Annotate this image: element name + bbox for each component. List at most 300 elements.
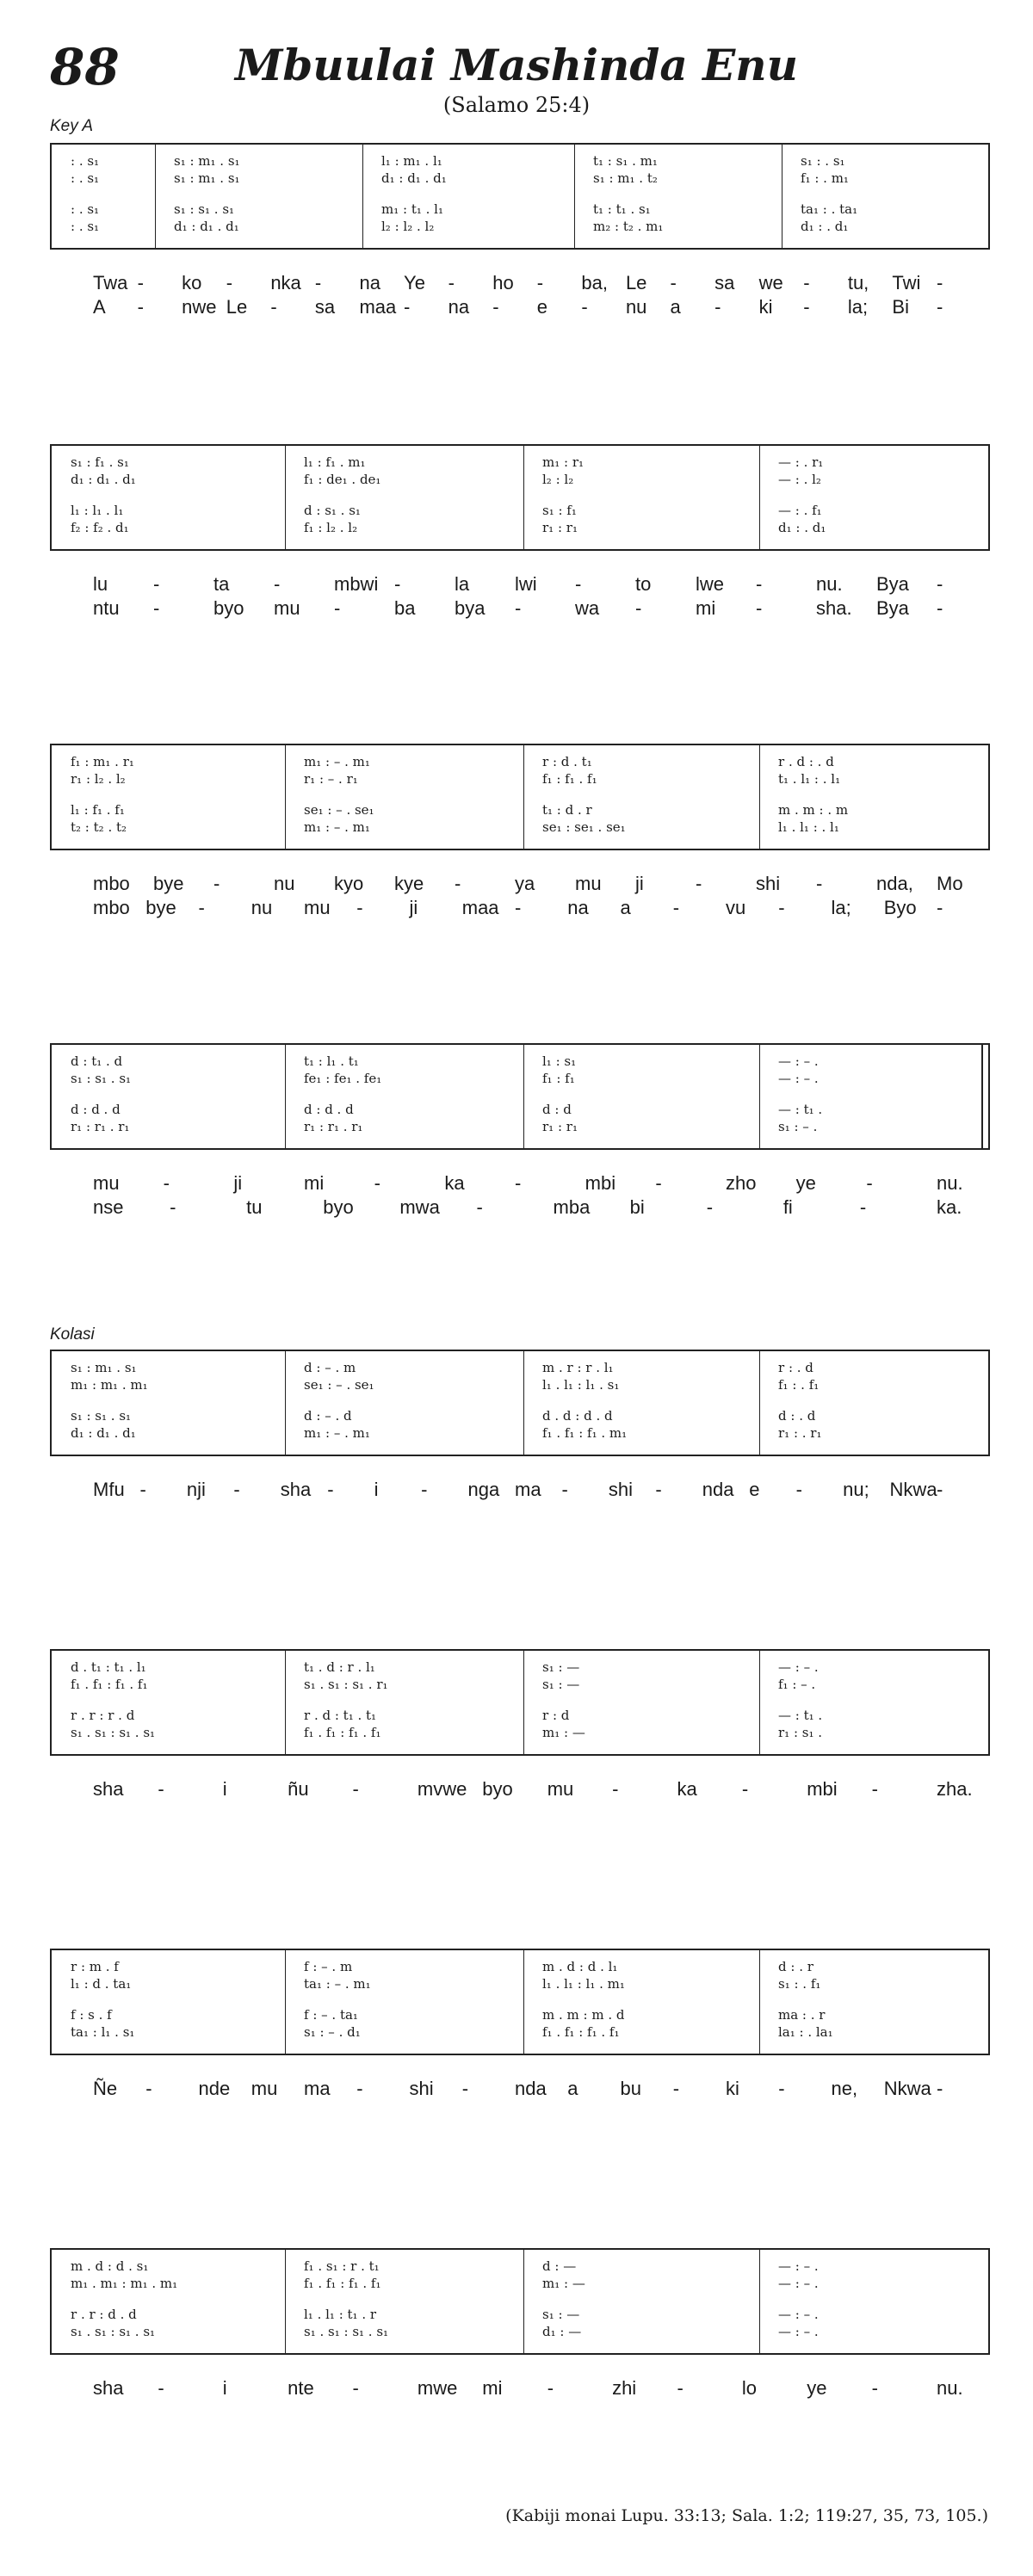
voice-line [52,1119,988,1134]
lyric-syllable: - [635,597,642,619]
lyric-syllable: nda [515,2078,547,2099]
lyric-syllable: Le [625,272,647,293]
lyric-syllable: mwe [417,2377,458,2399]
measure-notes: m₁ : – . m₁ [304,1425,370,1441]
lyric-syllable: ba, [581,272,608,293]
voice-line [52,2324,988,2339]
lyric-line [50,296,990,320]
lyric-syllable: a [567,2078,578,2099]
lyric-syllable: - [198,897,205,918]
measure-notes: r₁ : l₂ . l₂ [71,771,126,787]
measure-notes: f₁ : f₁ . f₁ [542,771,597,787]
lyric-line [50,1196,990,1220]
lyric-syllable: ji [409,897,418,918]
measure-notes: d : d [542,1102,572,1117]
lyric-syllable: na [448,296,470,318]
lyric-syllable: bya [455,597,486,619]
lyric-syllable: nde [198,2078,231,2099]
lyric-syllable: ka [444,1172,465,1194]
lyric-syllable: - [655,1479,662,1500]
lyric-syllable: - [866,1172,873,1194]
staff-system [50,1649,990,1756]
measure-notes: — : – . [778,2276,819,2291]
lyric-syllable: mwa [399,1196,440,1218]
lyric-syllable: maa [461,897,499,918]
lyric-syllable: ka [677,1778,697,1800]
lyric-syllable: nu [251,897,273,918]
lyric-syllable: e [536,296,548,318]
measure-notes: — : – . [778,2324,819,2339]
lyric-syllable: byo [482,1778,513,1800]
lyric-syllable: zha. [937,1778,973,1800]
lyric-syllable: ta [213,573,230,595]
lyric-syllable: ki [758,296,773,318]
lyric-syllable: maa [359,296,397,318]
staff-system [50,143,990,250]
lyric-syllable: lwe [696,573,725,595]
lyric-syllable: nte [288,2377,314,2399]
measure-notes: f₁ : l₂ . l₂ [304,520,358,535]
measure-notes: se₁ : – . se₁ [304,802,374,818]
lyric-syllable: mbo [93,873,130,894]
lyric-syllable: Bya [876,573,909,595]
measure-notes: d₁ : d₁ . d₁ [71,1425,136,1441]
lyric-syllable: ma [515,1479,541,1500]
measure-notes: : . s₁ [71,153,100,169]
staff-system [50,2248,990,2355]
voice-line [52,472,988,487]
lyric-syllable: mbo [93,897,130,918]
lyric-syllable: - [492,296,499,318]
measure-notes: r₁ : r₁ [542,1119,578,1134]
lyric-syllable: - [778,2078,785,2099]
lyric-syllable: mba [553,1196,591,1218]
lyric-syllable: mu [304,897,331,918]
measure-notes: s₁ . s₁ : s₁ . r₁ [304,1677,388,1692]
lyric-syllable: - [145,2078,152,2099]
measure-notes: l₂ : l₂ . l₂ [381,219,435,234]
measure-notes: r₁ : s₁ . [778,1725,823,1740]
lyric-syllable: - [515,597,522,619]
measure-notes: d : . r [778,1959,813,1974]
measure-notes: s₁ : s₁ . s₁ [174,201,235,217]
lyric-syllable: - [937,272,943,293]
measure-notes: m . r : r . l₁ [542,1360,614,1375]
voice-line [52,1053,988,1069]
voice-line [52,454,988,470]
measure-notes: d₁ : — [542,2324,582,2339]
measure-notes: d₁ : . d₁ [801,219,849,234]
voice-line [52,2007,988,2023]
lyric-syllable: - [714,296,721,318]
lyric-syllable: la; [831,897,851,918]
lyric-syllable: - [270,296,277,318]
lyric-syllable: mi [304,1172,325,1194]
measure-notes: r . d : . d [778,754,834,769]
voice-line [52,1725,988,1740]
lyric-syllable: lo [741,2377,757,2399]
lyric-syllable: to [635,573,652,595]
lyric-syllable: - [448,272,455,293]
measure-notes: t₁ . d : r . l₁ [304,1659,375,1675]
lyric-syllable: nu. [937,1172,963,1194]
measure-notes: m₁ : m₁ . m₁ [71,1377,148,1393]
lyric-syllable: - [137,296,144,318]
lyric-syllable: nka [270,272,301,293]
voice-line [52,520,988,535]
lyric-syllable: na [359,272,380,293]
lyric-syllable: - [476,1196,483,1218]
measure-notes: s₁ : — [542,2307,580,2322]
hymn-reference: (Salamo 25:4) [442,93,591,117]
measure-notes: f₁ : . f₁ [778,1377,820,1393]
voice-line [52,1071,988,1086]
lyric-syllable: - [795,1479,802,1500]
lyric-syllable: shi [409,2078,434,2099]
lyric-line [50,272,990,296]
lyric-syllable: kye [394,873,424,894]
lyric-syllable: - [213,873,220,894]
measure-notes: f₁ : – . [778,1677,816,1692]
measure-notes: s₁ : m₁ . s₁ [174,153,240,169]
voice-line [52,754,988,769]
voice-line [52,1708,988,1723]
lyric-syllable: - [515,897,522,918]
measure-notes: s₁ . s₁ : s₁ . s₁ [71,2324,156,2339]
measure-notes: m₁ : – . m₁ [304,819,370,835]
lyric-syllable: ko [182,272,202,293]
lyric-line [50,573,990,597]
measure-notes: r . r : r . d [71,1708,135,1723]
lyric-syllable: - [327,1479,334,1500]
measure-notes: f₁ . f₁ : f₁ . f₁ [304,1725,381,1740]
lyric-syllable: mbi [807,1778,838,1800]
voice-line [52,1677,988,1692]
lyric-syllable: la [455,573,470,595]
measure-notes: r₁ : r₁ . r₁ [304,1119,363,1134]
measure-notes: m . m : . m [778,802,849,818]
lyric-syllable: - [226,272,233,293]
lyric-syllable: - [394,573,401,595]
lyric-line [50,2078,990,2102]
lyric-syllable: - [334,597,341,619]
lyric-syllable: - [404,296,411,318]
lyric-syllable: - [937,897,943,918]
lyric-syllable: - [778,897,785,918]
lyric-syllable: - [233,1479,240,1500]
lyric-syllable: - [871,1778,878,1800]
lyric-syllable: - [937,1479,943,1500]
lyric-syllable: - [859,1196,867,1218]
lyric-syllable: fi [782,1196,793,1218]
lyric-syllable: - [937,296,943,318]
lyric-syllable: - [170,1196,176,1218]
lyric-syllable: - [677,2377,684,2399]
measure-notes: t₂ : t₂ . t₂ [71,819,127,835]
lyric-syllable: mu [575,873,602,894]
measure-notes: f₁ . f₁ : f₁ . m₁ [542,1425,628,1441]
measure-notes: f₁ : . m₁ [801,170,849,186]
lyric-syllable: zho [726,1172,757,1194]
measure-notes: d : . d [778,1408,816,1424]
hymn-number: 88 [50,38,120,96]
measure-notes: f₁ : f₁ [542,1071,575,1086]
measure-notes: s₁ : — [542,1659,580,1675]
lyric-syllable: Bi [892,296,909,318]
lyric-syllable: ne, [831,2078,858,2099]
lyric-syllable: ji [233,1172,243,1194]
lyric-syllable: - [274,573,281,595]
measure-notes: d . t₁ : t₁ . l₁ [71,1659,146,1675]
measure-notes: fe₁ : fe₁ . fe₁ [304,1071,382,1086]
lyric-syllable: ya [515,873,535,894]
measure-notes: — : t₁ . [778,1102,823,1117]
measure-notes: l₁ . l₁ : l₁ . m₁ [542,1976,625,1992]
lyric-syllable: - [612,1778,619,1800]
voice-line [52,2258,988,2274]
voice-line [52,2024,988,2040]
lyric-syllable: - [937,573,943,595]
lyric-syllable: sa [714,272,735,293]
measure-notes: f₁ . f₁ : f₁ . f₁ [542,2024,620,2040]
measure-notes: d₁ : d₁ . d₁ [71,472,136,487]
lyric-syllable: nu. [937,2377,963,2399]
lyric-syllable: - [561,1479,568,1500]
lyric-syllable: i [374,1479,379,1500]
measure-notes: m₁ : t₁ . l₁ [381,201,443,217]
measure-notes: t₁ : l₁ . t₁ [304,1053,359,1069]
lyric-syllable: we [758,272,783,293]
measure-notes: m₁ : r₁ [542,454,585,470]
lyric-syllable: ki [726,2078,739,2099]
lyric-syllable: - [871,2377,878,2399]
measure-notes: r . d : t₁ . t₁ [304,1708,377,1723]
lyric-syllable: sha [280,1479,312,1500]
lyric-syllable: tu, [847,272,869,293]
lyric-syllable: - [547,2377,554,2399]
measure-notes: m₁ : — [542,2276,585,2291]
measure-notes: f₁ . f₁ : f₁ . f₁ [304,2276,381,2291]
measure-notes: l₁ . l₁ : t₁ . r [304,2307,377,2322]
lyric-syllable: sha [93,2377,124,2399]
measure-notes: d : – . d [304,1408,352,1424]
measure-notes: m₁ . m₁ : m₁ . m₁ [71,2276,178,2291]
voice-line [52,1425,988,1441]
lyric-syllable: wa [575,597,600,619]
lyric-line [50,897,990,921]
lyric-syllable: - [352,2377,359,2399]
measure-notes: l₂ : l₂ [542,472,574,487]
lyric-syllable: sa [314,296,336,318]
lyric-syllable: nda [702,1479,734,1500]
voice-line [52,1360,988,1375]
measure-notes: m . d : d . s₁ [71,2258,149,2274]
lyric-syllable: nda, [876,873,913,894]
lyric-syllable: mu [274,597,300,619]
measure-notes: s₁ : m₁ . t₂ [593,170,658,186]
measure-notes: — : – . [778,1659,819,1675]
measure-notes: m . m : m . d [542,2007,625,2023]
lyric-syllable: - [356,897,363,918]
voice-line [52,802,988,818]
lyric-syllable: - [158,1778,164,1800]
measure-notes: ma : . r [778,2007,826,2023]
voice-line [52,1408,988,1424]
lyric-syllable: byo [323,1196,354,1218]
lyric-syllable: Twi [892,272,921,293]
lyric-syllable: - [816,873,823,894]
measure-notes: d : d . d [71,1102,121,1117]
voice-line [52,1976,988,1992]
lyric-line [50,1778,990,1802]
lyric-syllable: bye [145,897,176,918]
measure-notes: r₁ : – . r₁ [304,771,358,787]
lyric-syllable: mvwe [417,1778,467,1800]
measure-notes: l₁ : f₁ . m₁ [304,454,366,470]
measure-notes: r₁ : . r₁ [778,1425,822,1441]
measure-notes: t₁ : d . r [542,802,592,818]
measure-notes: f₁ . f₁ : f₁ . f₁ [71,1677,148,1692]
lyric-syllable: - [139,1479,146,1500]
measure-notes: — : t₁ . [778,1708,823,1723]
lyric-syllable: a [620,897,631,918]
lyric-syllable: mu [93,1172,120,1194]
lyric-syllable: shi [756,873,781,894]
measure-notes: s₁ . s₁ : s₁ . s₁ [304,2324,389,2339]
measure-notes: l₁ . l₁ : l₁ . s₁ [542,1377,620,1393]
lyric-syllable: - [756,597,763,619]
voice-line [52,503,988,518]
lyric-syllable: e [749,1479,760,1500]
measure-notes: f : – . m [304,1959,353,1974]
measure-notes: t₁ . l₁ : . l₁ [778,771,841,787]
measure-notes: m₁ : — [542,1725,585,1740]
measure-notes: s₁ : f₁ [542,503,577,518]
measure-notes: — : – . [778,1053,819,1069]
lyric-syllable: ka. [937,1196,962,1218]
lyric-syllable: mi [482,2377,503,2399]
lyric-syllable: mbwi [334,573,379,595]
lyric-syllable: Nkwa [883,2078,931,2099]
measure-notes: — : – . [778,1071,819,1086]
key-label: Key A [50,117,93,135]
lyric-syllable: mu [251,2078,278,2099]
lyric-syllable: A [93,296,106,318]
staff-system [50,1949,990,2055]
voice-line [52,819,988,835]
measure-notes: — : . r₁ [778,454,824,470]
lyric-syllable: shi [608,1479,633,1500]
lyric-syllable: mi [696,597,716,619]
voice-line [52,1659,988,1675]
lyric-syllable: nu; [843,1479,869,1500]
lyric-syllable: nu [274,873,295,894]
lyric-syllable: Twa [93,272,128,293]
measure-notes: f₁ . s₁ : r . t₁ [304,2258,380,2274]
lyric-syllable: - [672,2078,680,2099]
lyric-syllable: bi [629,1196,645,1218]
measure-notes: f₁ : de₁ . de₁ [304,472,381,487]
lyric-syllable: tu [246,1196,263,1218]
measure-notes: ta₁ : – . m₁ [304,1976,371,1992]
lyric-syllable: - [356,2078,363,2099]
measure-notes: : . s₁ [71,170,100,186]
lyric-syllable: ye [795,1172,816,1194]
measure-notes: d₁ : d₁ . d₁ [174,219,239,234]
lyric-syllable: sha [93,1778,124,1800]
measure-notes: d : d . d [304,1102,354,1117]
lyric-syllable: - [374,1172,380,1194]
lyric-syllable: - [352,1778,359,1800]
lyric-syllable: ñu [288,1778,309,1800]
measure-notes: r : . d [778,1360,813,1375]
lyric-line [50,1479,990,1503]
lyric-syllable: - [937,2078,943,2099]
lyric-syllable: - [696,873,702,894]
measure-notes: s₁ : . f₁ [778,1976,821,1992]
lyric-syllable: i [222,1778,227,1800]
lyric-syllable: Bya [876,597,909,619]
measure-notes: d : s₁ . s₁ [304,503,361,518]
lyric-syllable: - [461,2078,469,2099]
measure-notes: f₁ : m₁ . r₁ [71,754,134,769]
measure-notes: r : d [542,1708,570,1723]
lyric-syllable: lwi [515,573,537,595]
lyric-syllable: - [803,296,810,318]
lyric-syllable: nwe [182,296,217,318]
lyric-syllable: byo [213,597,244,619]
lyric-syllable: - [655,1172,662,1194]
lyric-syllable: - [455,873,461,894]
lyric-syllable: - [741,1778,749,1800]
measure-notes: — : . l₂ [778,472,821,487]
measure-notes: l₁ . l₁ : . l₁ [778,819,839,835]
voice-line [52,2307,988,2322]
measure-notes: m₁ : – . m₁ [304,754,370,769]
hymn-title: Mbuulai Mashinda Enu [235,40,798,90]
lyric-syllable: - [575,573,582,595]
measure-notes: l₁ : l₁ . l₁ [71,503,124,518]
measure-notes: s₁ . s₁ : s₁ . s₁ [71,1725,156,1740]
lyric-syllable: Mo [937,873,963,894]
lyric-syllable: - [756,573,763,595]
lyric-syllable: nu [625,296,647,318]
measure-notes: s₁ : m₁ . s₁ [174,170,240,186]
lyric-syllable: - [536,272,544,293]
lyric-syllable: Ye [404,272,425,293]
voice-line [52,771,988,787]
measure-notes: l₁ : f₁ . f₁ [71,802,125,818]
voice-line [52,170,988,186]
staff-system [50,744,990,850]
measure-notes: l₁ : d . ta₁ [71,1976,132,1992]
lyric-syllable: nji [186,1479,206,1500]
voice-line [52,2276,988,2291]
measure-notes: d : t₁ . d [71,1053,123,1069]
measure-notes: t₁ : s₁ . m₁ [593,153,658,169]
lyric-line [50,873,990,897]
measure-notes: m₂ : t₂ . m₁ [593,219,664,234]
measure-notes: ta₁ : l₁ . s₁ [71,2024,135,2040]
measure-notes: s₁ : s₁ . s₁ [71,1071,132,1086]
measure-notes: r₁ : r₁ . r₁ [71,1119,130,1134]
measure-notes: : . s₁ [71,219,100,234]
measure-notes: se₁ : – . se₁ [304,1377,374,1393]
measure-notes: f : s . f [71,2007,112,2023]
lyric-syllable: ma [304,2078,331,2099]
lyric-syllable: ho [492,272,514,293]
measure-notes: s₁ : s₁ . s₁ [71,1408,132,1424]
